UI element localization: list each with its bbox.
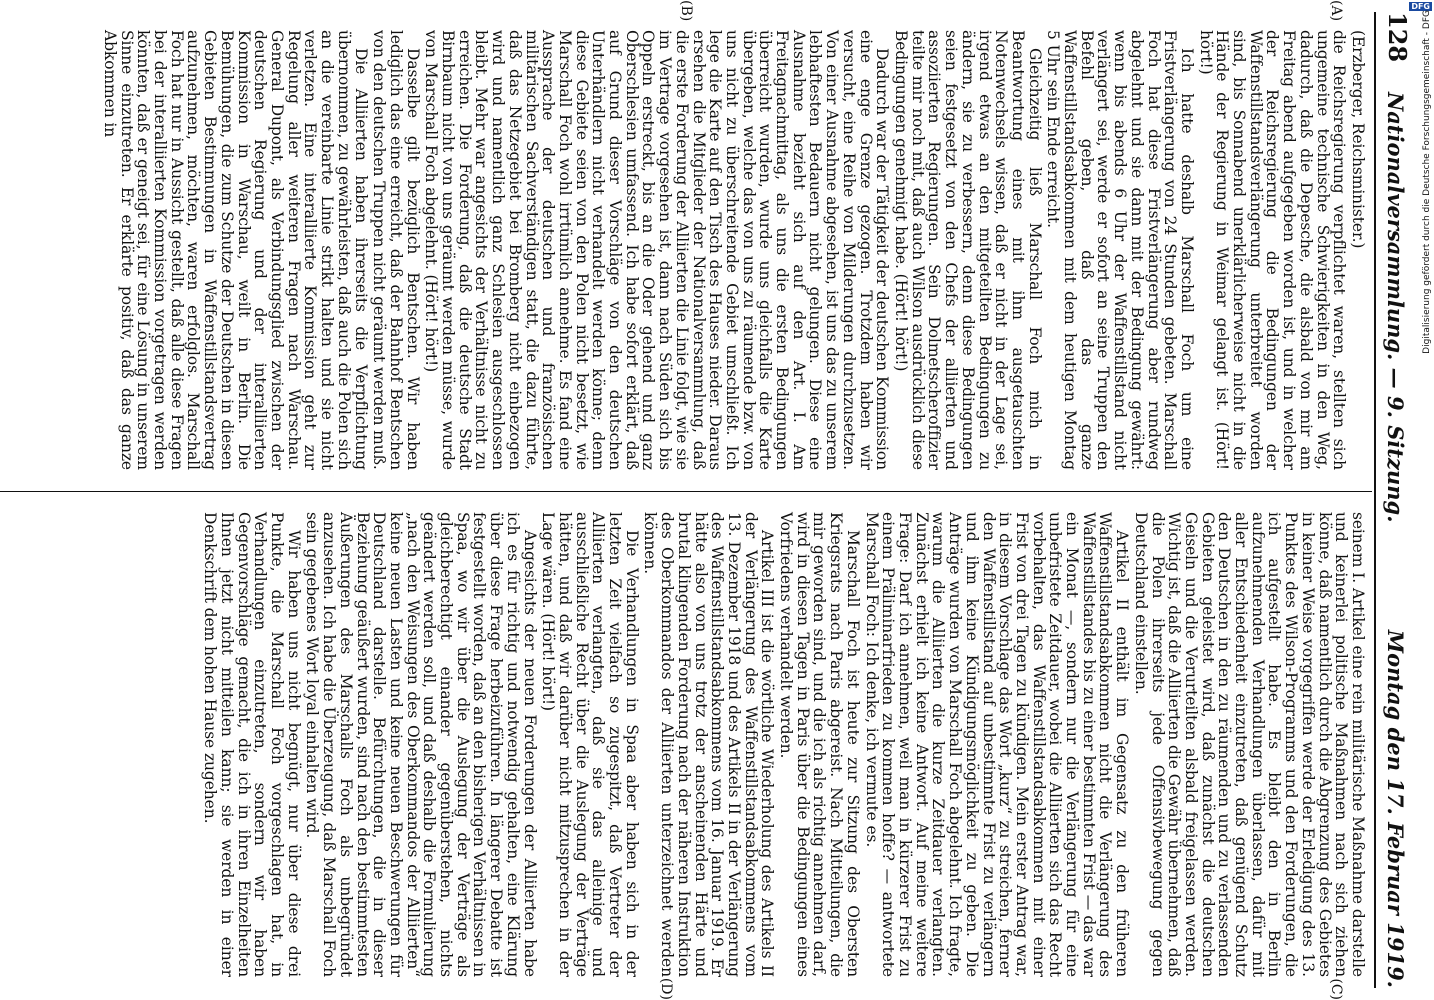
margin-marker-c: (C) [1328, 978, 1344, 1000]
paragraph: Angesichts der neuen Forderungen der Alliierten habe ich es für richtig und notwendig gehalten, eine Klärung über diese Frage herbeizuführen. In längerer Debatte ist festgestellt worden, daß an den bisherigen Verhältnissen in Spaa, wo wir über die Auslegung der Verträge als gleichberechtigt einander gegenüberstehen, nichts geändert werden soll, und daß deshalb die Formulierung „nach den Weisungen des Oberkommandos der Alliierten“ keine neuen Lasten und keine neuen Beschwerungen für Deutschland darstelle. Befürchtungen, die in dieser Beziehung geäußert wurden, sind nach den bestimmtesten Äußerungen des Marschalls Foch als unbegründet anzusehen. Ich habe die Überzeugung, daß Marschall Foch sein gegebenes Wort loyal einhalten wird. [303, 512, 539, 977]
paragraph: Dadurch war der Tätigkeit der deutschen Kommission eine enge Grenze gezogen. Trotzdem haben wir versucht, eine Reihe von Milderungen durchzusetzen. Von einer Ausnahme abgesehen, ist uns das zu unserem lebhaftesten Bedauern nicht gelungen. Diese eine Ausnahme bezieht sich auf den Art. I. Am Freitagnachmittag, als uns die ersten Bedingungen überreicht wurden, wurde uns gleichfalls die Karte übergeben, welche das von uns zu räumende bzw. von uns nicht zu überschreitende Gebiet umschließt. Ich lege die Karte auf den Tisch des Hauses nieder. Daraus ersehen die Mitglieder der Nationalversammlung, daß die erste Forderung der Alliierten die Linie folgt, wie sie im Vertrage vorgesehen ist, dann nach Süden sich bis Oppeln erstreckt, bis an die Oder gehend und ganz Oberschlesien umfassend. Ich habe sofort erklärt, daß auf Grund dieser Vorschläge von den deutschen Unterhändlern nicht verhandelt werden könne; denn diese Gebiete seien von den Polen nicht besetzt, wie Marschall Foch wohl irrtümlich annehme. Es fand eine Aussprache der deutschen und französischen militärischen Sachverständigen statt, die dazu führte, daß das Netzegebiet bei Bromberg nicht einbezogen wird und namentlich ganz Schlesien ausgeschlossen bleibt. Mehr war angesichts der Verhältnisse nicht zu erreichen. Die Forderung, daß die deutsche Stadt Birnbaum nicht von uns geräumt werden müsse, wurde von Marschall Foch abgelehnt. (Hört! hört!) [422, 30, 892, 470]
paragraph: Ich hatte deshalb Marschall Foch um eine Fristverlängerung von 24 Stunden gebeten. Marschall Foch hat diese Fristverlängerung aber rundweg abgelehnt und sie dann mit der Bedingung gewährt: wenn bis abends 6 Uhr der Waffenstillstand nicht verlängert sei, werde er sofort an seine Truppen den Befehl geben, daß das ganze Waffenstillstandsabkommen mit dem heutigen Montag 5 Uhr sein Ende erreicht. [1044, 30, 1196, 470]
paragraph: Artikel II enthält im Gegensatz zu den früheren Waffenstillstandsabkommen nicht die Verlängerung des Waffenstillstandes bis zu einer bestimmten Frist — das war ein Monat —, sondern nur die Verlängerung für eine unbefristete Zeitdauer, wobei die Alliierten sich das Recht vorbehalten, das Waffenstillstandsabkommen mit einer Frist von drei Tagen zu kündigen. Mein erster Antrag war, in diesem Vorschlage das Wort „kurz“ zu streichen, ferner den Waffenstillstand auf unbestimmte Frist zu verlängern und ihm keine Kündigungsmöglichkeit zu geben. Die Anträge wurden von Marschall Foch abgelehnt. Ich fragte, warum die Alliierten die kurze Zeitdauer verlangten. Zunächst erhielt ich keine Antwort. Auf meine weitere Frage: Darf ich annehmen, weil man in kürzerer Frist zu einem Präliminarfrieden zu kommen hoffe? — antwortete Marschall Foch: Ich denke, ich vermute es. [862, 512, 1132, 977]
right-column [0, 512, 1366, 977]
page-number: 128 [1383, 12, 1412, 63]
header-rule [1374, 12, 1376, 988]
speaker-label: (Erzberger, Reichsminister.) [1349, 30, 1367, 249]
paragraph: Die Alliierten haben ihrerseits die Verpflichtung übernommen, zu gewährleisten, daß auch die Polen sich an die vereinbarte Linie strikt halten und sie nicht verletzen. Eine interalliierte Kommission geht zur Regelung aller weiteren Fragen nach Warschau. General Dupont, als Verbindungsglied zwischen der deutschen Regierung und der interalliierten Kommission in Warschau, weilt in Berlin. Die Bemühungen, die zum Schutze der Deutschen in diesen Gebieten Bestimmungen in Waffenstillstandsvertrag aufzunehmen, möchten, waren erfolglos. Marschall Foch hat nur in Aussicht gestellt, daß alle diese Fragen bei der interalliierten Kommission vorgetragen werden könnten, daß er geneigt sei, für eine Lösung in unserem Sinne einzutreten. Er erklärte positiv, daß das ganze Abkommen in [100, 30, 370, 470]
paragraph: Artikel III ist die wörtliche Wiederholung des Artikels II der Verlängerung des Waffenstillstandsabkommens vom 13. Dezember 1918 und des Artikels II in der Verlängerung des Waffenstillstandsabkommens vom 16. Januar 1919. Er hätte also von uns trotz der anscheinenden Härte und brutal klingenden Forderung nach der näheren Instruktion des Oberkommandos der Alliierten unterzeichnet werden können. [641, 512, 777, 977]
left-column [0, 30, 1366, 470]
dfg-logo: DFG [1411, 2, 1430, 11]
running-title-left: Nationalversammlung. — 9. Sitzung. [1383, 92, 1408, 523]
paragraph: Gleichzeitig ließ Marschall Foch mich in Beantwortung eines mit ihm ausgetauschten Notenwechsels wissen, daß er nicht in der Lage sei, irgend etwas an den mitgeteilten Bedingungen zu ändern, sie zu verbessern, denn diese Bedingungen seien festgesetzt von den Chefs der alliierten und assoziierten Regierungen. Sein Dolmetscheroffizier teilte mir noch mit, daß auch Wilson ausdrücklich diese Bedingungen genehmigt habe. (Hört! hört!) [892, 30, 1044, 470]
margin-marker-a: (A) [1328, 0, 1344, 22]
paragraph: seinem I. Artikel eine rein militärische Maßnahme darstelle und keinerlei politische Maßnahmen nach sich ziehen könne, daß namentlich durch die Abgrenzung des Gebietes in keiner Weise vorgegriffen werde der Erledigung des 13. Punktes des Wilson-Programms und den Forderungen, die ich aufgestellt habe. Es bleibt den in Berlin aufzunehmenden Verhandlungen überlassen, dafür mit aller Entschiedenheit einzutreten, daß genügend Schutz den Deutschen in den zu räumenden und zu verlassenden Gebieten geleistet wird, daß zunächst die deutschen Geiseln und die Verurteilten alsbald freigelassen werden. Wichtig ist, daß die Alliierten die Gewähr übernehmen, daß die Polen ihrerseits jede Offensivbewegung gegen Deutschland einstellen. [1131, 512, 1367, 977]
column-rule [0, 491, 1372, 492]
page-header [1376, 12, 1412, 988]
margin-marker-d: (D) [658, 977, 674, 1000]
paragraph: Dasselbe gilt bezüglich Bentschen. Wir haben lediglich das eine erreicht, daß der Bahnhof Bentschen von den deutschen Truppen nicht geräumt werden muß. [370, 30, 422, 470]
paragraph: Marschall Foch ist heute zur Sitzung des Obersten Kriegsrats nach Paris abgereist. Nach Mitteilungen, die mir geworden sind, und die ich als richtig annehmen darf, wird in diesen Tagen in Paris über die Bedingungen eines Vorfriedens verhandelt werden. [777, 512, 862, 977]
paragraph: Die Verhandlungen in Spaa aber haben sich in der letzten Zeit vielfach so zugespitzt, daß Vertreter der Alliierten verlangten, daß sie das alleinige und ausschließliche Recht über die Auslegung der Verträge hätten, und daß wir darüber nicht mitzusprechen in der Lage wären. (Hört! hört!) [539, 512, 641, 977]
paragraph: Wir haben uns nicht begnügt, nur über diese drei Punkte, die Marschall Foch vorgeschlagen hat, in Verhandlungen einzutreten, sondern wir haben Gegenvorschläge gemacht, die ich in ihren Einzelheiten Ihnen jetzt nicht mitteilen kann; sie werden in einer Denkschrift dem hohen Hause zugehen. [201, 512, 303, 977]
margin-marker-b: (B) [678, 0, 694, 22]
running-title-right: Montag den 17. Februar 1919. [1383, 629, 1408, 988]
paragraph: die Reichsregierung verpflichtet waren, stellten sich ungemeine technische Schwierigkeiten in den Weg, dadurch, daß die Depesche, die alsbald von mir am Freitag abend aufgegeben worden ist, und in welcher der Reichsregierung die Bedingungen der Waffenstillstandsverlängerung unterbreitet worden sind, bis Sonnabend unerklärlicherweise nicht in die Hände der Regierung in Weimar gelangt ist. (Hört! hört!) [1196, 30, 1349, 470]
digitization-note: Digitalisierung gefördert durch die Deutsche Forschungsgemeinschaft - DFG [1422, 10, 1432, 354]
